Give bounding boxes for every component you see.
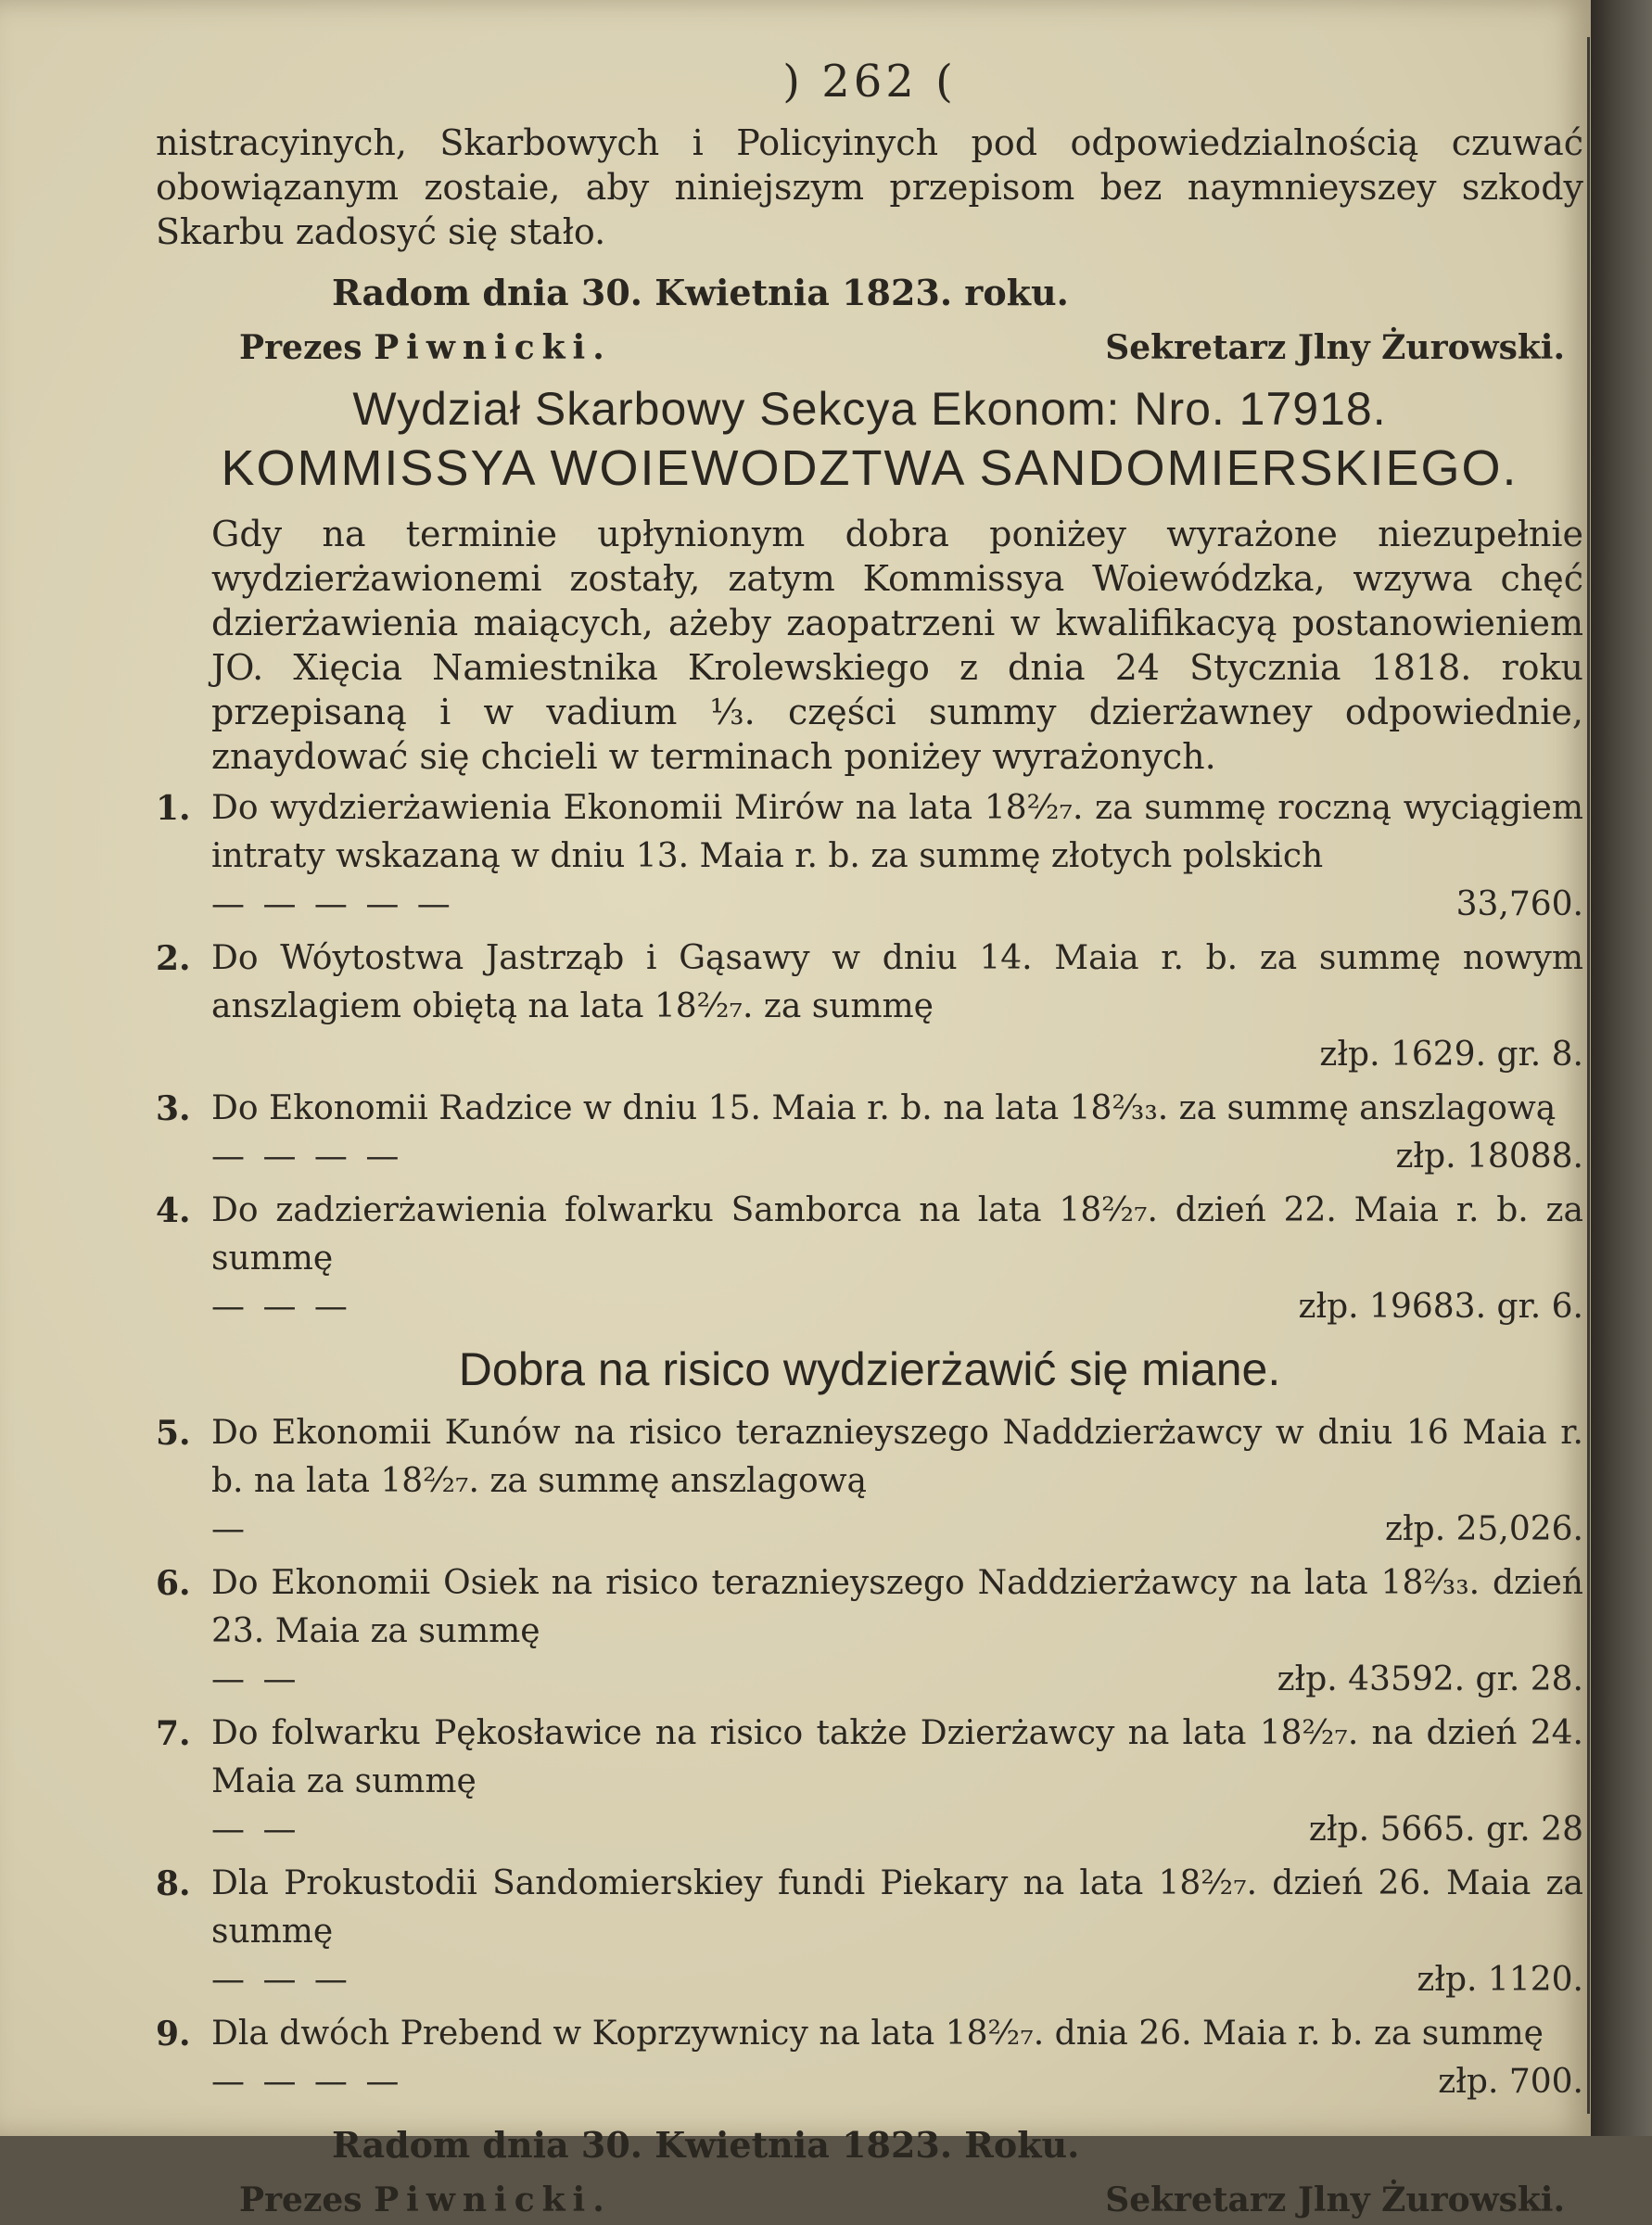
second-signatures	[156, 2175, 1583, 2225]
item-list-part1	[156, 784, 1583, 1331]
item-amount: złp. 1629. gr. 8.	[1319, 1036, 1583, 1074]
item-body	[211, 1409, 1583, 1554]
item-number: 7.	[156, 1714, 191, 1753]
list-item	[156, 934, 1583, 1079]
book-spine	[1591, 0, 1652, 2136]
item-dashes: — — — —	[211, 1138, 403, 1176]
president-signature	[239, 323, 612, 373]
item-body	[211, 784, 1583, 929]
item-number: 3.	[156, 1089, 191, 1128]
list-item	[156, 1860, 1583, 2004]
item-amount: złp. 43592. gr. 28.	[1277, 1660, 1583, 1698]
item-text: Do folwarku Pękosławice na risico także Dzierżawcy na lata 18²⁄₂₇. na dzień 24. Maia za summę	[211, 1714, 1583, 1800]
notice-paragraph: Gdy na terminie upłynionym dobra poniżey wyrażone niezupełnie wydzierżawionemi zostały, zatym Kommissya Woiewódzka, wzywa chęć dzierżawienia maiących, ażeby zaopatrzeni w kwalifikacyą postanowieniem JO. Xięcia Namiestnika Krolewskiego z dnia 24 Stycznia 1818. roku przepisaną i w vadium ⅓. części summy dzierżawney odpowiednie, znaydować się chcieli w terminach poniżey wyrażonych.	[211, 514, 1583, 777]
list-item	[156, 2010, 1583, 2106]
item-number: 8.	[156, 1864, 191, 1903]
page-text	[156, 56, 1583, 2225]
item-dashes: — —	[211, 1811, 300, 1849]
item-amount-line	[211, 1806, 1583, 1854]
list-item	[156, 784, 1583, 929]
secretary-signature: Sekretarz Jlny Żurowski.	[1105, 328, 1565, 367]
item-dashes: — — — —	[211, 2063, 403, 2101]
item-dashes: — — — — —	[211, 885, 454, 923]
item-amount: złp. 1120.	[1417, 1961, 1583, 1999]
item-text: Do wydzierżawienia Ekonomii Mirów na lata 18²⁄₂₇. za summę roczną wyciągiem intraty wskazaną w dniu 13. Maia r. b. za summę złotych polskich	[211, 789, 1583, 875]
item-amount: złp. 25,026.	[1385, 1510, 1583, 1548]
item-amount-line	[211, 1031, 1583, 1079]
item-body	[211, 1085, 1583, 1181]
item-number: 6.	[156, 1564, 191, 1603]
item-text: Do Wóytostwa Jastrząb i Gąsawy w dniu 14. Maia r. b. za summę nowym anszlagiem obiętą na lata 18²⁄₂₇. za summę	[211, 939, 1583, 1025]
item-text: Dla dwóch Prebend w Koprzywnicy na lata 18²⁄₂₇. dnia 26. Maia r. b. za summę	[211, 2015, 1544, 2053]
list-item	[156, 1559, 1583, 1704]
list-item	[156, 1187, 1583, 1331]
item-text: Do Ekonomii Kunów na risico teraznieyszego Naddzierżawcy w dniu 16 Maia r. b. na lata 18²⁄₂₇. za summę anszlagową	[211, 1414, 1583, 1500]
item-number: 1.	[156, 789, 191, 828]
item-dashes: — — —	[211, 1961, 351, 1999]
item-number: 2.	[156, 939, 191, 978]
item-dashes: — — —	[211, 1288, 351, 1326]
page-number: ) 262 (	[782, 56, 957, 108]
item-body	[211, 934, 1583, 1079]
item-text: Do Ekonomii Osiek na risico teraznieyszego Naddzierżawcy na lata 18²⁄₃₃. dzień 23. Maia za summę	[211, 1564, 1583, 1650]
item-amount-line	[211, 1656, 1583, 1704]
item-amount-line	[211, 1133, 1583, 1181]
department-heading: Wydział Skarbowy Sekcya Ekonom: Nro. 17918.	[352, 383, 1387, 435]
commission-heading: KOMMISSYA WOIEWODZTWA SANDOMIERSKIEGO.	[221, 440, 1519, 496]
item-dashes: — —	[211, 1660, 300, 1698]
president-name: Piwnicki.	[374, 328, 612, 367]
secretary-signature: Sekretarz Jlny Żurowski.	[1105, 2180, 1565, 2219]
page-edge-line	[1587, 37, 1590, 2114]
item-body	[211, 1710, 1583, 1854]
item-list-part2	[156, 1409, 1583, 2106]
first-signatures	[156, 323, 1583, 373]
item-text: Do zadzierżawienia folwarku Samborca na lata 18²⁄₂₇. dzień 22. Maia r. b. za summę	[211, 1191, 1583, 1278]
item-body	[211, 1559, 1583, 1704]
president-name: Piwnicki.	[374, 2180, 612, 2219]
risk-heading: Dobra na risico wydzierżawić się miane.	[458, 1343, 1281, 1395]
item-number: 9.	[156, 2015, 191, 2053]
item-amount: 33,760.	[1455, 885, 1583, 923]
intro-paragraph: nistracyinych, Skarbowych i Policyinych pod odpowiedzialnością czuwać obowiązanym zostaie, aby niniejszym przepisom bez naymnieyszey szkody Skarbu zadosyć się stało.	[156, 122, 1583, 252]
item-body	[211, 1187, 1583, 1331]
item-amount-line	[211, 881, 1583, 929]
item-amount-line	[211, 1956, 1583, 2004]
list-item	[156, 1409, 1583, 1554]
president-label: Prezes	[239, 328, 362, 367]
item-dashes: —	[211, 1510, 248, 1548]
item-text: Do Ekonomii Radzice w dniu 15. Maia r. b. na lata 18²⁄₃₃. za summę anszlagową	[211, 1089, 1557, 1127]
item-number: 4.	[156, 1191, 191, 1230]
item-text: Dla Prokustodii Sandomierskiey fundi Piekary na lata 18²⁄₂₇. dzień 26. Maia za summę	[211, 1864, 1583, 1951]
list-item	[156, 1085, 1583, 1181]
item-amount: złp. 19683. gr. 6.	[1298, 1288, 1583, 1326]
item-amount: złp. 18088.	[1395, 1138, 1583, 1176]
first-dateline: Radom dnia 30. Kwietnia 1823. roku.	[332, 272, 1069, 313]
item-body	[211, 2010, 1583, 2106]
list-item	[156, 1710, 1583, 1854]
item-body	[211, 1860, 1583, 2004]
president-signature	[239, 2175, 612, 2225]
president-label: Prezes	[239, 2180, 362, 2219]
item-amount: złp. 5665. gr. 28	[1308, 1811, 1583, 1849]
second-dateline: Radom dnia 30. Kwietnia 1823. Roku.	[332, 2124, 1080, 2166]
item-amount-line	[211, 2058, 1583, 2106]
item-number: 5.	[156, 1414, 191, 1453]
item-amount-line	[211, 1283, 1583, 1331]
item-amount: złp. 700.	[1438, 2063, 1583, 2101]
item-amount-line	[211, 1506, 1583, 1554]
